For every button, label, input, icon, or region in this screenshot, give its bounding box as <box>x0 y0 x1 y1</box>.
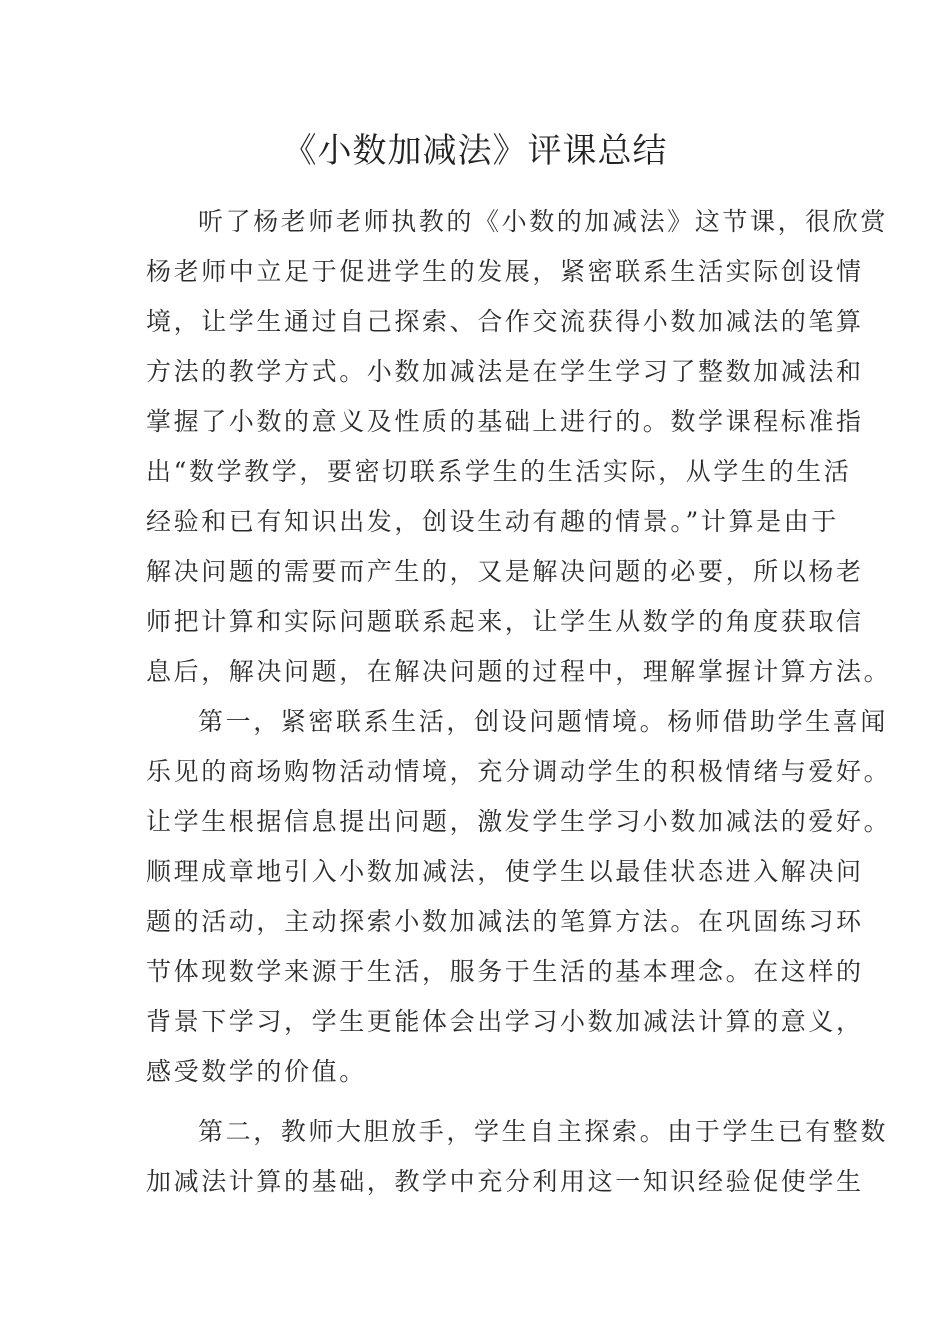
text-line: 第二，教师大胆放手，学生自主探索。由于学生已有整数 <box>198 1117 889 1146</box>
text-line: 背景下学习，学生更能体会出学习小数加减法计算的意义， <box>146 1007 864 1036</box>
text-line: 顺理成章地引入小数加减法，使学生以最佳状态进入解决问 <box>146 857 864 886</box>
text-line: 息后，解决问题，在解决问题的过程中，理解掌握计算方法。 <box>146 657 892 686</box>
text-line: 出“数学教学，要密切联系学生的生活实际，从学生的生活 <box>146 457 852 486</box>
text-line: 加减法计算的基础，教学中充分利用这一知识经验促使学生 <box>146 1167 864 1196</box>
text-line: 第一，紧密联系生活，创设问题情境。杨师借助学生喜闻 <box>198 707 889 736</box>
text-line: 乐见的商场购物活动情境，充分调动学生的积极情绪与爱好。 <box>146 757 892 786</box>
text-line: 境，让学生通过自己探索、合作交流获得小数加减法的笔算 <box>146 307 864 336</box>
text-line: 师把计算和实际问题联系起来，让学生从数学的角度获取信 <box>146 607 864 636</box>
text-line: 掌握了小数的意义及性质的基础上进行的。数学课程标准指 <box>146 407 864 436</box>
text-line: 经验和已有知识出发，创设生动有趣的情景。”计算是由于 <box>146 507 839 536</box>
text-line: 听了杨老师老师执教的《小数的加减法》这节课，很欣赏 <box>198 207 889 236</box>
text-line: 节体现数学来源于生活，服务于生活的基本理念。在这样的 <box>146 957 864 986</box>
text-line: 让学生根据信息提出问题，激发学生学习小数加减法的爱好。 <box>146 807 892 836</box>
text-line: 杨老师中立足于促进学生的发展，紧密联系生活实际创设情 <box>146 257 864 286</box>
text-line: 方法的教学方式。小数加减法是在学生学习了整数加减法和 <box>146 357 864 386</box>
text-line: 解决问题的需要而产生的，又是解决问题的必要，所以杨老 <box>146 557 864 586</box>
text-line: 题的活动，主动探索小数加减法的笔算方法。在巩固练习环 <box>146 907 864 936</box>
document-title: 《小数加减法》评课总结 <box>282 131 668 171</box>
text-line: 感受数学的价值。 <box>146 1057 367 1086</box>
